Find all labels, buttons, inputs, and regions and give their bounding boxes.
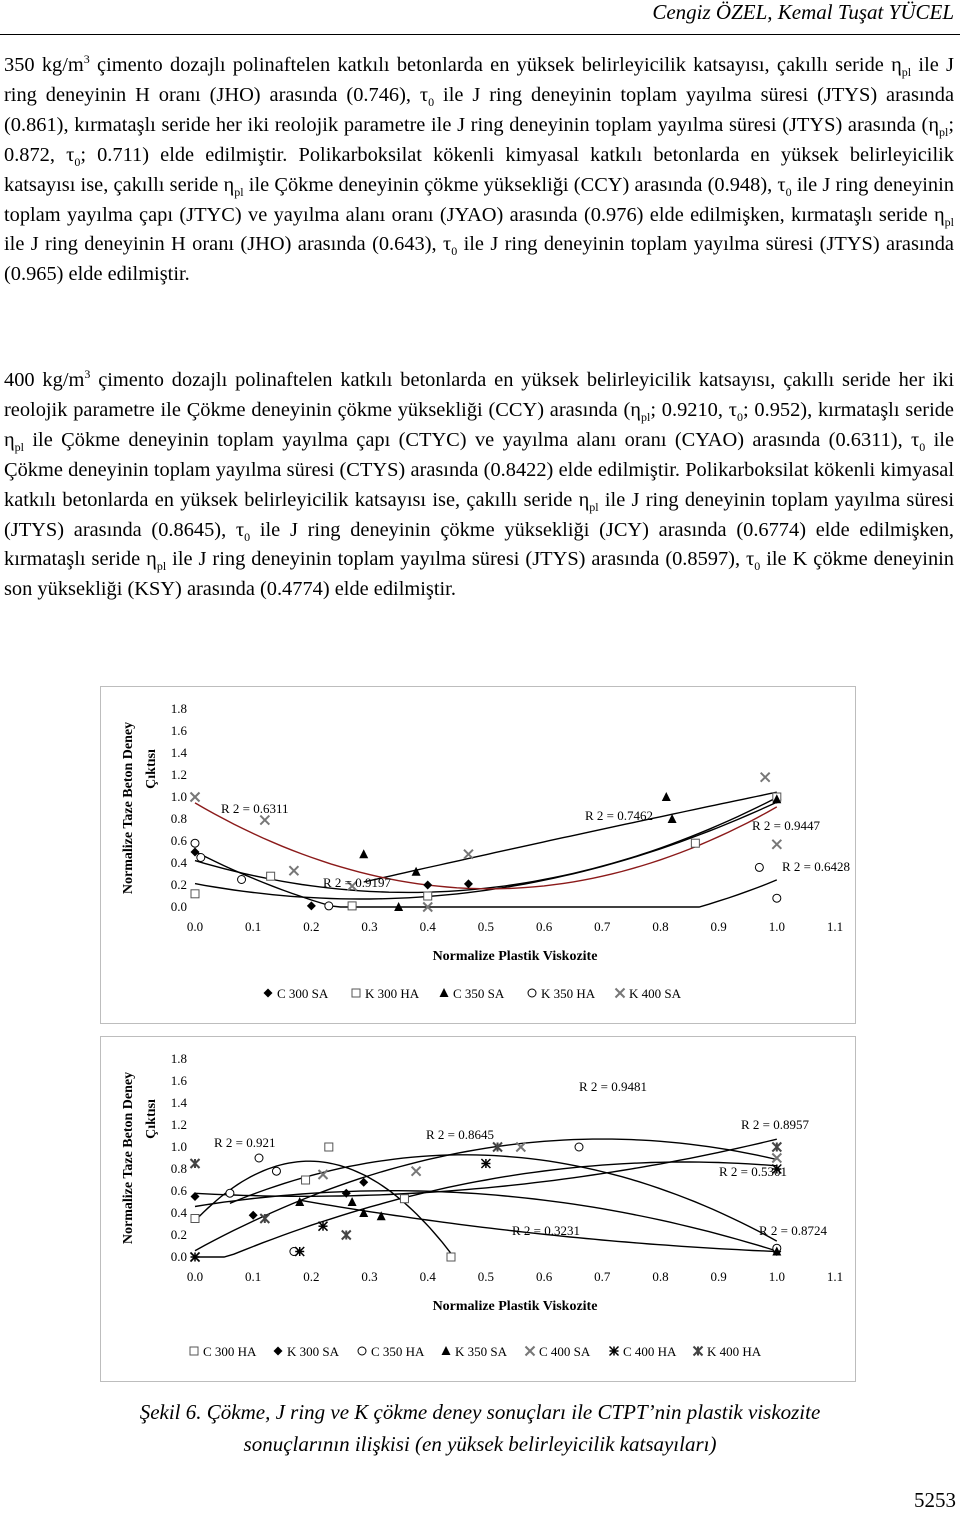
data-point bbox=[197, 854, 205, 862]
y-tick-label: 0.6 bbox=[170, 833, 187, 848]
legend-marker bbox=[358, 1347, 366, 1355]
x-tick-label: 0.3 bbox=[361, 919, 378, 934]
data-point bbox=[772, 840, 781, 849]
y-tick-label: 1.0 bbox=[170, 789, 187, 804]
legend-marker bbox=[442, 1346, 451, 1355]
x-tick-label: 0.4 bbox=[419, 919, 436, 934]
data-point bbox=[424, 892, 432, 900]
trendline bbox=[195, 802, 777, 899]
x-tick-label: 1.1 bbox=[826, 919, 844, 934]
legend-label: C 300 HA bbox=[203, 1344, 257, 1359]
data-point bbox=[191, 793, 200, 802]
data-point bbox=[289, 866, 298, 875]
data-point bbox=[761, 773, 770, 782]
y-tick-label: 0.8 bbox=[170, 1161, 187, 1176]
caption-line-2: sonuçlarının ilişkisi (en yüksek belirleyicilik katsayıları) bbox=[243, 1432, 717, 1456]
chart-1-svg bbox=[101, 687, 855, 1023]
data-point bbox=[255, 1154, 263, 1162]
y-tick-label: 1.2 bbox=[170, 1117, 187, 1132]
data-point bbox=[772, 1154, 781, 1163]
data-point bbox=[348, 1197, 357, 1206]
data-point bbox=[191, 1215, 199, 1223]
r-squared-label: R 2 = 0.6428 bbox=[782, 859, 851, 874]
legend-marker bbox=[352, 989, 360, 997]
r-squared-label: R 2 = 0.8645 bbox=[426, 1127, 495, 1142]
legend-label: K 300 HA bbox=[365, 986, 420, 1001]
y-tick-label: 1.8 bbox=[170, 1051, 187, 1066]
r-squared-label: R 2 = 0.9197 bbox=[323, 875, 392, 890]
data-point bbox=[238, 876, 246, 884]
chart-1 bbox=[100, 686, 856, 1024]
x-tick-label: 0.5 bbox=[477, 919, 495, 934]
legend-label: K 350 HA bbox=[541, 986, 596, 1001]
r-squared-label: R 2 = 0.9447 bbox=[752, 818, 821, 833]
paragraph-1: 350 $kg/m^3$ çimento dozajlı polinaftelen katkılı betonlarda en yüksek belirleyicilik katsayısı, çakıllı seride $\eta_{pl}$ ile J ring deneyinin H oranı (JHO) arasında (0.746), $\tau_0$ ile J ring deneyinin toplam yayılma süresi (JTYS) arasında (0.861), kırmataşlı seride her iki reolojik parametre ile J ring deneyinin toplam yayılma süresi (JTYS) arasında ($\eta_{pl}$; 0.872, $\tau_0$; 0.711) elde edilmiştir. Polikarboksilat kökenli kimyasal katkılı betonlarda en yüksek belirleyicilik katsayısı ise, çakıllı seride $\eta_{pl}$ ile Çökme deneyinin çökme yüksekliği (CCY) arasında (0.948), $\tau_0$ ile J ring deneyinin toplam yayılma çapı (JTYC) ve yayılma alanı oranı (JYAO) arasında (0.976) elde edilmişken, kırmataşlı seride $\eta_{pl}$ ile J ring deneyinin H oranı (JHO) arasında (0.643), $\tau_0$ ile J ring deneyinin toplam yayılma süresi (JTYS) arasında (0.965) elde edilmiştir. bbox=[4, 52, 954, 286]
x-tick-label: 0.6 bbox=[535, 919, 553, 934]
data-point bbox=[260, 1214, 269, 1223]
x-tick-label: 1.0 bbox=[768, 1269, 785, 1284]
x-tick-label: 0.8 bbox=[652, 919, 669, 934]
r-squared-label: R 2 = 0.921 bbox=[214, 1135, 276, 1150]
data-point bbox=[325, 902, 333, 910]
r-squared-label: R 2 = 0.7462 bbox=[585, 808, 654, 823]
data-point bbox=[302, 1176, 310, 1184]
x-tick-label: 0.7 bbox=[594, 1269, 611, 1284]
y-tick-label: 0.8 bbox=[170, 811, 187, 826]
r-squared-label: R 2 = 0.8957 bbox=[741, 1117, 810, 1132]
legend-label: C 400 SA bbox=[539, 1344, 591, 1359]
data-point bbox=[319, 1222, 328, 1231]
data-point bbox=[342, 1231, 351, 1240]
x-tick-label: 0.3 bbox=[361, 1269, 378, 1284]
data-point bbox=[319, 1170, 328, 1179]
r-squared-label: R 2 = 0.9481 bbox=[579, 1079, 648, 1094]
caption-line-1: Şekil 6. Çökme, J ring ve K çökme deney sonuçları ile CTPT’nin plastik viskozite bbox=[139, 1400, 821, 1424]
data-point bbox=[191, 1253, 200, 1262]
data-point bbox=[260, 816, 269, 825]
legend-label: K 400 HA bbox=[707, 1344, 762, 1359]
data-point bbox=[226, 1189, 234, 1197]
figure-caption bbox=[0, 1396, 960, 1460]
y-tick-label: 1.0 bbox=[170, 1139, 187, 1154]
data-point bbox=[773, 894, 781, 902]
y-tick-label: 1.4 bbox=[170, 1095, 187, 1110]
chart-2 bbox=[100, 1036, 856, 1382]
legend-marker bbox=[190, 1347, 198, 1355]
x-tick-label: 0.9 bbox=[710, 1269, 727, 1284]
trendline bbox=[195, 852, 777, 907]
data-point bbox=[295, 1247, 304, 1256]
y-axis-label: Normalize Taze Beton Deney bbox=[121, 1071, 136, 1245]
data-point bbox=[249, 1211, 258, 1220]
x-tick-label: 0.9 bbox=[710, 919, 727, 934]
data-point bbox=[755, 863, 763, 871]
data-point bbox=[412, 1167, 421, 1176]
data-point bbox=[464, 850, 473, 859]
legend-label: C 350 HA bbox=[371, 1344, 425, 1359]
chart-2-svg bbox=[101, 1037, 855, 1381]
y-tick-label: 1.2 bbox=[170, 767, 187, 782]
data-point bbox=[575, 1143, 583, 1151]
x-tick-label: 0.1 bbox=[245, 1269, 262, 1284]
x-tick-label: 0.1 bbox=[245, 919, 262, 934]
data-point bbox=[423, 881, 432, 890]
x-axis-label: Normalize Plastik Viskozite bbox=[432, 1299, 598, 1314]
legend-label: K 350 SA bbox=[455, 1344, 508, 1359]
y-tick-label: 1.6 bbox=[170, 1073, 187, 1088]
data-point bbox=[481, 1159, 490, 1168]
x-tick-label: 1.1 bbox=[826, 1269, 844, 1284]
y-tick-label: 0.2 bbox=[170, 877, 187, 892]
legend-label: C 300 SA bbox=[277, 986, 329, 1001]
x-tick-label: 0.4 bbox=[419, 1269, 436, 1284]
paragraph-2: 400 $kg/m^3$ çimento dozajlı polinaftelen katkılı betonlarda en yüksek belirleyicilik katsayısı, çakıllı seride her iki reolojik parametre ile Çökme deneyinin çökme yüksekliği (CCY) arasında ($\eta_{pl}$; 0.9210, $\tau_0$; 0.952), kırmataşlı seride $\eta_{pl}$ ile Çökme deneyinin toplam yayılma çapı (CTYC) ve yayılma alanı oranı (CYAO) arasında (0.6311), $\tau_0$ ile Çökme deneyinin toplam yayılma süresi (CTYS) arasında (0.8422) elde edilmiştir. Polikarboksilat kökenli kimyasal katkılı betonlarda en yüksek belirleyicilik katsayısı ise, çakıllı seride $\eta_{pl}$ ile J ring deneyinin toplam yayılma süresi (JTYS) arasında (0.8645), $\tau_0$ ile J ring deneyinin çökme yüksekliği (JCY) arasında (0.6774) elde edilmişken, kırmataşlı seride $\eta_{pl}$ ile J ring deneyinin toplam yayılma süresi (JTYS) arasında (0.8597), $\tau_0$ ile K çökme deneyinin son yüksekliği (KSY) arasında (0.4774) elde edilmiştir. bbox=[4, 367, 955, 601]
data-point bbox=[307, 901, 316, 910]
y-axis-label-2: Çıktısı bbox=[144, 1099, 159, 1139]
legend-marker bbox=[694, 1347, 703, 1356]
r-squared-label: R 2 = 0.8724 bbox=[759, 1223, 828, 1238]
legend-marker bbox=[526, 1347, 535, 1356]
y-tick-label: 1.8 bbox=[170, 701, 187, 716]
data-point bbox=[691, 839, 699, 847]
data-point bbox=[267, 872, 275, 880]
data-point bbox=[191, 890, 199, 898]
x-tick-label: 0.0 bbox=[186, 1269, 204, 1284]
y-tick-label: 0.2 bbox=[170, 1227, 187, 1242]
x-tick-label: 0.0 bbox=[186, 919, 204, 934]
x-tick-label: 0.6 bbox=[535, 1269, 553, 1284]
header-rule bbox=[0, 34, 960, 35]
trendline bbox=[364, 792, 777, 882]
data-point bbox=[272, 1167, 280, 1175]
x-tick-label: 0.8 bbox=[652, 1269, 669, 1284]
r-squared-label: R 2 = 0.6311 bbox=[221, 801, 289, 816]
trendline bbox=[195, 1162, 777, 1257]
x-tick-label: 0.2 bbox=[303, 1269, 320, 1284]
data-point bbox=[772, 1143, 781, 1152]
data-point bbox=[191, 839, 199, 847]
legend-label: C 350 SA bbox=[453, 986, 505, 1001]
x-tick-label: 0.2 bbox=[303, 919, 320, 934]
legend-marker bbox=[264, 989, 273, 998]
legend-marker bbox=[440, 988, 449, 997]
x-tick-label: 0.7 bbox=[594, 919, 611, 934]
y-tick-label: 0.4 bbox=[170, 1205, 187, 1220]
data-point bbox=[359, 849, 368, 858]
data-point bbox=[400, 1195, 408, 1203]
legend-marker bbox=[274, 1347, 283, 1356]
legend-marker bbox=[610, 1347, 619, 1356]
x-tick-label: 1.0 bbox=[768, 919, 785, 934]
y-tick-label: 0.0 bbox=[170, 1249, 187, 1264]
y-axis-label-2: Çıktısı bbox=[144, 749, 159, 789]
legend-marker bbox=[616, 989, 625, 998]
y-tick-label: 0.0 bbox=[170, 899, 187, 914]
legend-label: K 300 SA bbox=[287, 1344, 340, 1359]
r-squared-label: R 2 = 0.3231 bbox=[512, 1223, 581, 1238]
data-point bbox=[348, 902, 356, 910]
page-number: 5253 bbox=[914, 1488, 956, 1512]
running-header: Cengiz ÖZEL, Kemal Tuşat YÜCEL bbox=[652, 0, 954, 24]
y-tick-label: 1.4 bbox=[170, 745, 187, 760]
data-point bbox=[662, 792, 671, 801]
y-tick-label: 0.6 bbox=[170, 1183, 187, 1198]
y-tick-label: 0.4 bbox=[170, 855, 187, 870]
data-point bbox=[464, 879, 473, 888]
data-point bbox=[191, 1159, 200, 1168]
data-point bbox=[325, 1143, 333, 1151]
y-tick-label: 1.6 bbox=[170, 723, 187, 738]
r-squared-label: R 2 = 0.5301 bbox=[719, 1164, 788, 1179]
data-point bbox=[447, 1253, 455, 1261]
legend-label: K 400 SA bbox=[629, 986, 682, 1001]
x-tick-label: 0.5 bbox=[477, 1269, 495, 1284]
x-axis-label: Normalize Plastik Viskozite bbox=[432, 949, 598, 964]
legend-marker bbox=[528, 989, 536, 997]
y-axis-label: Normalize Taze Beton Deney bbox=[121, 721, 136, 895]
legend-label: C 400 HA bbox=[623, 1344, 677, 1359]
